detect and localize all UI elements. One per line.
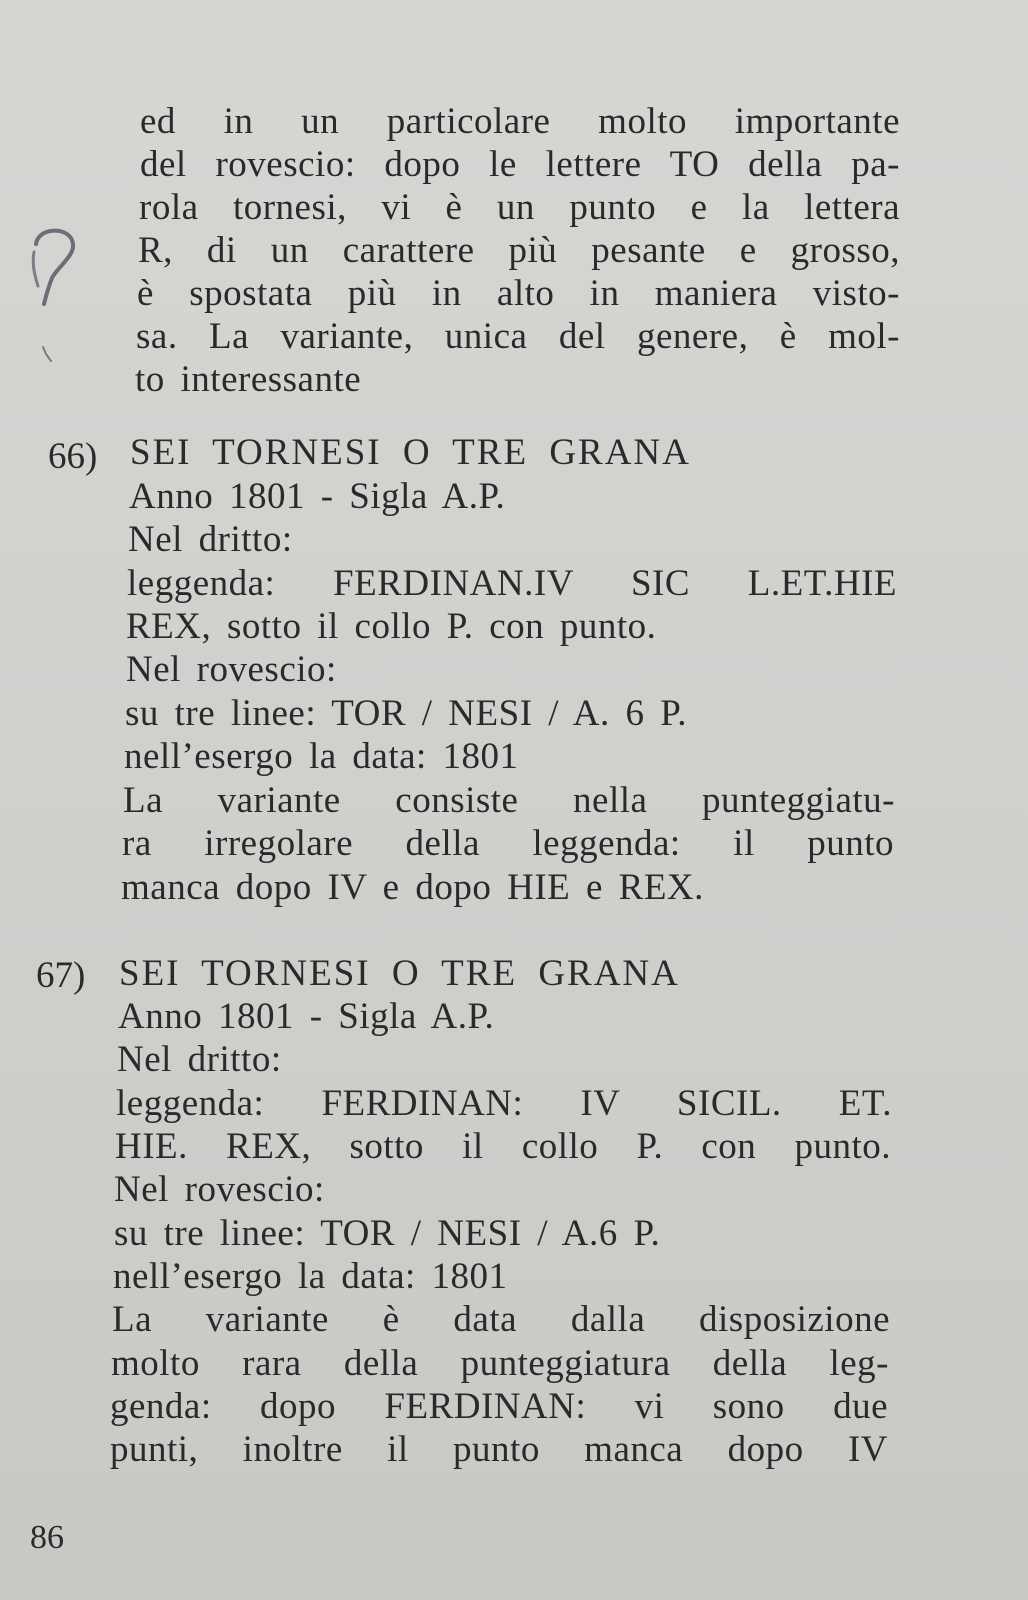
entry-line: La variante è data dalla disposizione xyxy=(112,1299,890,1340)
entry-line: HIE. REX, sotto il collo P. con punto. xyxy=(115,1126,891,1167)
intro-line: ed in un particolare molto importante xyxy=(140,101,900,142)
entry-line: La variante consiste nella punteggiatu- xyxy=(123,780,895,821)
entry-line: Nel rovescio: xyxy=(114,1169,325,1210)
intro-line: rola tornesi, vi è un punto e la lettera xyxy=(139,187,900,228)
entry-number: 67) xyxy=(36,955,86,996)
entry-line: Nel dritto: xyxy=(117,1039,282,1080)
entry-line: molto rara della punteggiatura della leg- xyxy=(111,1343,889,1384)
entry-line: ra irregolare della leggenda: il punto xyxy=(122,823,894,864)
entry-line: genda: dopo FERDINAN: vi sono due xyxy=(110,1386,888,1427)
entry-line: Nel rovescio: xyxy=(126,649,337,690)
entry-line: REX, sotto il collo P. con punto. xyxy=(126,606,657,647)
entry-line: Anno 1801 - Sigla A.P. xyxy=(118,996,495,1037)
entry-line: manca dopo IV e dopo HIE e REX. xyxy=(121,867,704,908)
pencil-tick-icon xyxy=(40,344,54,364)
entry-line: punti, inoltre il punto manca dopo IV xyxy=(110,1429,888,1470)
intro-line: del rovescio: dopo le lettere TO della pa- xyxy=(140,144,900,185)
entry-line: Nel dritto: xyxy=(128,519,293,560)
entry-line: nell’esergo la data: 1801 xyxy=(113,1256,508,1297)
entry-line: leggenda: FERDINAN.IV SIC L.ET.HIE xyxy=(127,563,897,604)
intro-line: to interessante xyxy=(135,359,362,400)
entry-line: su tre linee: TOR / NESI / A. 6 P. xyxy=(125,693,687,734)
entry-number: 66) xyxy=(48,436,98,477)
handwritten-question-mark-icon xyxy=(22,222,82,312)
page-number: 86 xyxy=(30,1519,64,1556)
intro-line: R, di un carattere più pesante e grosso, xyxy=(138,230,900,271)
intro-line: sa. La variante, unica del genere, è mol- xyxy=(136,316,900,357)
entry-line: Anno 1801 - Sigla A.P. xyxy=(129,476,506,517)
entry-title: SEI TORNESI O TRE GRANA xyxy=(130,432,691,473)
entry-line: leggenda: FERDINAN: IV SICIL. ET. xyxy=(116,1083,892,1124)
entry-line: su tre linee: TOR / NESI / A.6 P. xyxy=(114,1213,661,1254)
entry-title: SEI TORNESI O TRE GRANA xyxy=(119,953,680,994)
intro-line: è spostata più in alto in maniera visto- xyxy=(137,273,900,314)
entry-line: nell’esergo la data: 1801 xyxy=(124,736,519,777)
